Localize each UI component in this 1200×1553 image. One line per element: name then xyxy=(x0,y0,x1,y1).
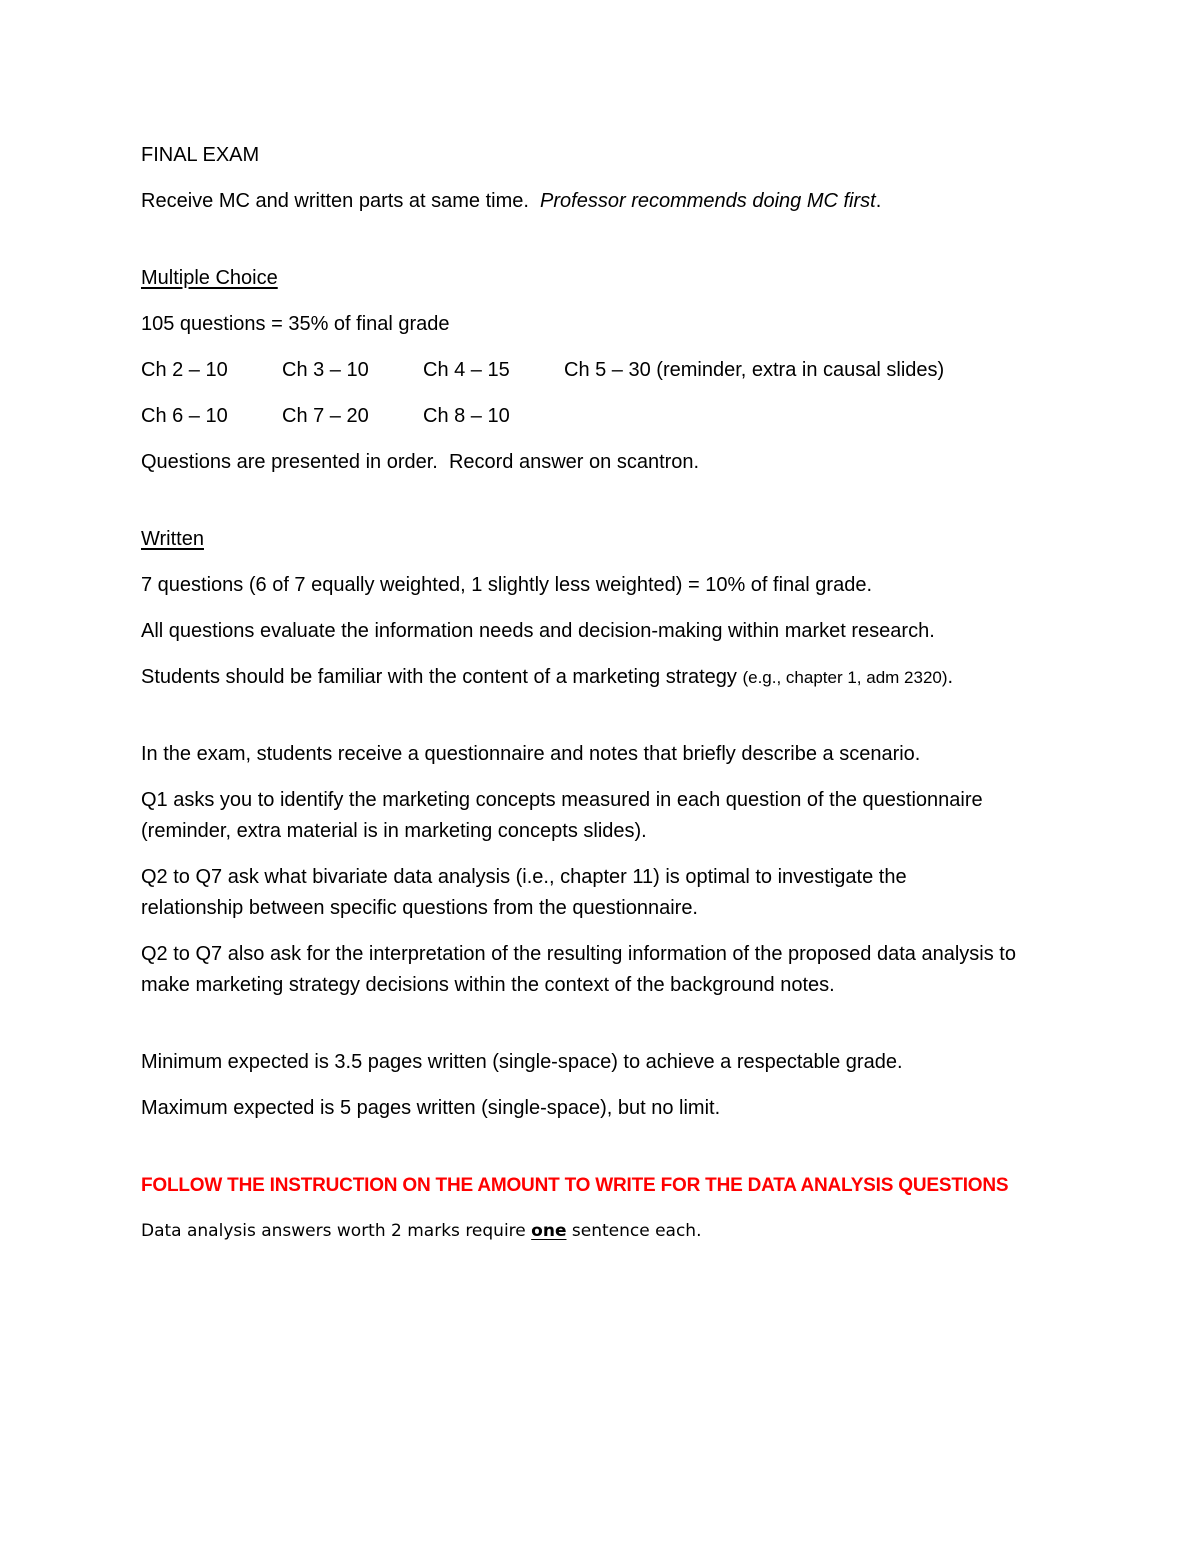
intro-line xyxy=(141,186,1081,217)
chapter-item: Ch 5 – 30 (reminder, extra in causal slides) xyxy=(564,359,945,381)
chapter-item: Ch 7 – 20 xyxy=(282,405,369,427)
familiar-main: Students should be familiar with the content of a marketing strategy xyxy=(141,666,737,688)
mc-note: Questions are presented in order. Record answer on scantron. xyxy=(141,451,700,473)
rule-emphasis: one xyxy=(531,1221,567,1241)
instruction-warning: FOLLOW THE INSTRUCTION ON THE AMOUNT TO WRITE FOR THE DATA ANALYSIS QUESTIONS xyxy=(141,1175,1009,1196)
intro-italic: Professor recommends doing MC first xyxy=(540,190,876,212)
written-evaluate: All questions evaluate the information needs and decision-making within market research. xyxy=(141,620,935,642)
chapter-item: Ch 8 – 10 xyxy=(423,405,510,427)
chapter-item: Ch 6 – 10 xyxy=(141,405,228,427)
exam-q2-q7-analysis: Q2 to Q7 ask what bivariate data analysis (i.e., chapter 11) is optimal to investigate the relationship between specific questions from the questionnaire. xyxy=(141,866,907,919)
mc-chapters-row-2 xyxy=(141,401,1081,432)
document-title: FINAL EXAM xyxy=(141,144,260,166)
intro-plain: Receive MC and written parts at same time. xyxy=(141,190,529,212)
familiar-small: (e.g., chapter 1, adm 2320) xyxy=(742,668,948,687)
exam-q1: Q1 asks you to identify the marketing concepts measured in each question of the questionnaire (reminder, extra material is in marketing concepts slides). xyxy=(141,789,983,842)
exam-q2-q7-interpret: Q2 to Q7 also ask for the interpretation of the resulting information of the proposed data analysis to make marketing strategy decisions within the context of the background notes. xyxy=(141,943,1016,996)
written-summary: 7 questions (6 of 7 equally weighted, 1 slightly less weighted) = 10% of final grade. xyxy=(141,574,872,596)
mc-heading: Multiple Choice xyxy=(141,267,278,289)
mc-chapters-row-1 xyxy=(141,355,1081,386)
intro-end: . xyxy=(875,190,882,212)
written-familiar xyxy=(141,662,1081,693)
document-body xyxy=(141,140,1081,1247)
length-maximum: Maximum expected is 5 pages written (single-space), but no limit. xyxy=(141,1097,721,1119)
chapter-item: Ch 2 – 10 xyxy=(141,359,228,381)
instruction-rule xyxy=(141,1216,1081,1247)
chapter-item: Ch 3 – 10 xyxy=(282,359,369,381)
rule-before: Data analysis answers worth 2 marks require xyxy=(141,1221,532,1241)
length-minimum: Minimum expected is 3.5 pages written (single-space) to achieve a respectable grade. xyxy=(141,1051,903,1073)
rule-after: sentence each. xyxy=(566,1221,702,1241)
familiar-end: . xyxy=(947,666,954,688)
written-heading: Written xyxy=(141,528,204,550)
exam-scenario: In the exam, students receive a questionnaire and notes that briefly describe a scenario. xyxy=(141,743,921,765)
chapter-item: Ch 4 – 15 xyxy=(423,359,510,381)
mc-summary: 105 questions = 35% of final grade xyxy=(141,313,450,335)
